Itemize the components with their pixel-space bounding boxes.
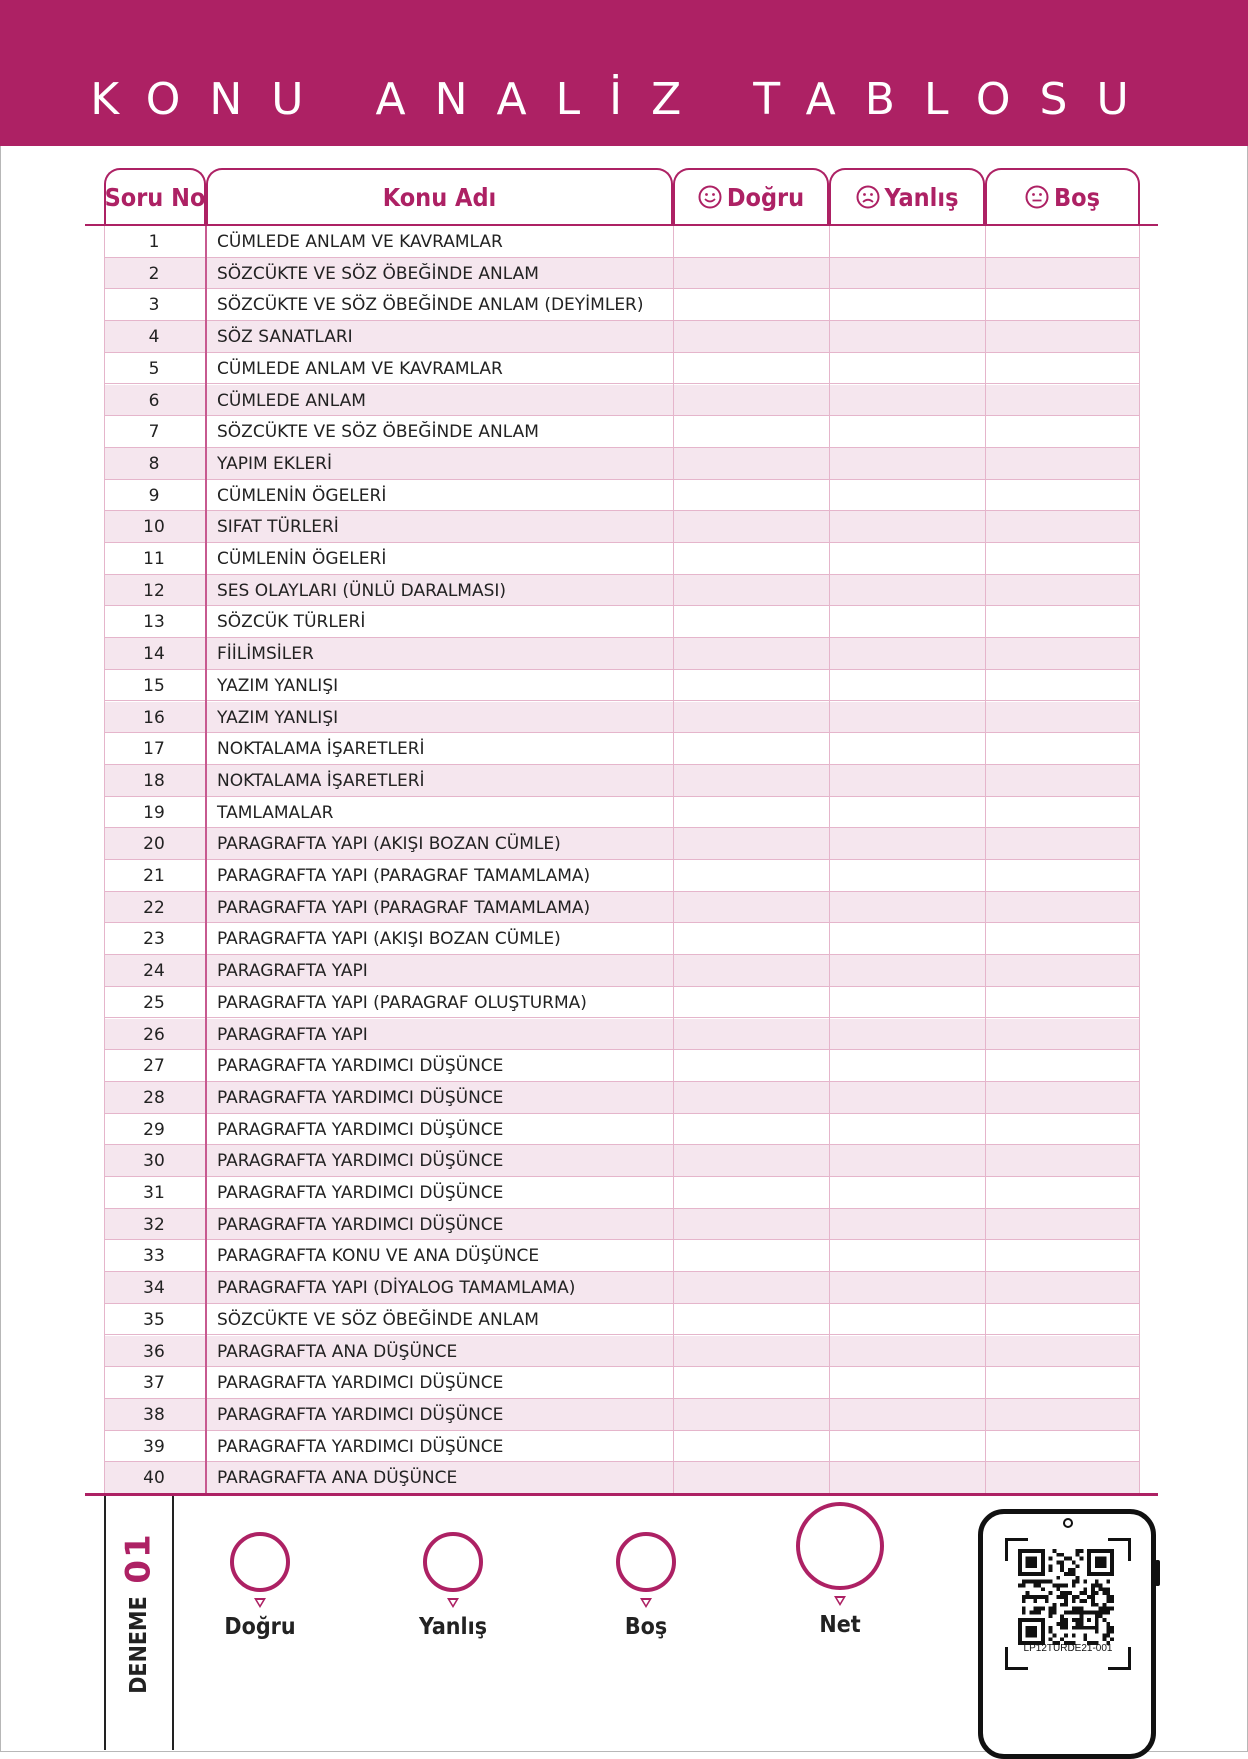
empty-cell[interactable]: [985, 1145, 1140, 1176]
correct-cell[interactable]: [673, 1019, 828, 1050]
question-number: 31: [143, 1183, 165, 1203]
wrong-cell[interactable]: [829, 511, 984, 542]
column-header-topic: [206, 168, 673, 224]
table-bottom-line: [85, 1493, 1158, 1496]
topic-name: NOKTALAMA İŞARETLERİ: [217, 770, 425, 791]
empty-cell[interactable]: [985, 765, 1140, 796]
wrong-cell[interactable]: [829, 1209, 984, 1240]
topic-name: CÜMLEDE ANLAM: [217, 390, 366, 411]
qr-code-text: LP12TURDE21-001: [1023, 1643, 1113, 1654]
empty-cell[interactable]: [985, 892, 1140, 923]
topic-name: SÖZCÜKTE VE SÖZ ÖBEĞİNDE ANLAM: [217, 1309, 539, 1330]
correct-score-circle[interactable]: [230, 1532, 290, 1592]
empty-cell[interactable]: [985, 1367, 1140, 1398]
correct-cell[interactable]: [673, 1114, 828, 1145]
topic-name: SÖZCÜK TÜRLERİ: [217, 612, 366, 633]
wrong-cell[interactable]: [829, 1177, 984, 1208]
correct-cell[interactable]: [673, 1336, 828, 1367]
empty-cell[interactable]: [985, 1019, 1140, 1050]
topic-name: SÖZCÜKTE VE SÖZ ÖBEĞİNDE ANLAM: [217, 263, 539, 284]
correct-cell[interactable]: [673, 258, 828, 289]
correct-score-label: Doğru: [224, 1614, 296, 1640]
wrong-cell[interactable]: [829, 1145, 984, 1176]
correct-cell[interactable]: [673, 955, 828, 986]
empty-cell[interactable]: [985, 1431, 1140, 1462]
wrong-cell[interactable]: [829, 1431, 984, 1462]
question-number: 13: [143, 612, 165, 633]
qr-code-icon[interactable]: [1018, 1549, 1114, 1645]
grid-line: [205, 226, 207, 1494]
topic-name: PARAGRAFTA YARDIMCI DÜŞÜNCE: [217, 1373, 504, 1394]
wrong-cell[interactable]: [829, 828, 984, 859]
correct-cell[interactable]: [673, 765, 828, 796]
wrong-cell[interactable]: [829, 416, 984, 447]
triangle-pointer-icon: [834, 1596, 846, 1606]
empty-cell[interactable]: [985, 733, 1140, 764]
empty-cell[interactable]: [985, 1114, 1140, 1145]
wrong-cell[interactable]: [829, 892, 984, 923]
correct-cell[interactable]: [673, 575, 828, 606]
topic-name: YAZIM YANLIŞI: [217, 707, 339, 728]
topic-name: CÜMLENİN ÖGELERİ: [217, 549, 387, 569]
correct-cell[interactable]: [673, 353, 828, 384]
topic-name: PARAGRAFTA YAPI: [217, 1024, 368, 1045]
empty-cell[interactable]: [985, 606, 1140, 637]
topic-name: YAZIM YANLIŞI: [217, 675, 339, 696]
page-title: KONU ANALİZ TABLOSU: [90, 74, 1158, 125]
correct-cell[interactable]: [673, 733, 828, 764]
grid-line: [673, 226, 674, 1494]
topic-name: PARAGRAFTA YARDIMCI DÜŞÜNCE: [217, 1404, 504, 1425]
question-number: 24: [143, 961, 165, 982]
question-number: 26: [143, 1024, 165, 1045]
empty-cell[interactable]: [985, 448, 1140, 479]
correct-cell[interactable]: [673, 606, 828, 637]
net-score-circle[interactable]: [796, 1502, 884, 1590]
topic-name: PARAGRAFTA YAPI (AKIŞI BOZAN CÜMLE): [217, 834, 561, 855]
phone-side-button: [1155, 1560, 1160, 1586]
question-number: 32: [143, 1214, 165, 1235]
empty-cell[interactable]: [985, 258, 1140, 289]
empty-cell[interactable]: [985, 1082, 1140, 1113]
wrong-cell[interactable]: [829, 289, 984, 320]
correct-cell[interactable]: [673, 1367, 828, 1398]
topic-name: NOKTALAMA İŞARETLERİ: [217, 739, 425, 760]
title-banner: [0, 0, 1248, 146]
wrong-cell[interactable]: [829, 1272, 984, 1303]
smiley-sad-icon: [856, 185, 880, 209]
wrong-cell[interactable]: [829, 606, 984, 637]
correct-cell[interactable]: [673, 1399, 828, 1430]
question-number: 39: [143, 1436, 165, 1457]
topic-name: SÖZCÜKTE VE SÖZ ÖBEĞİNDE ANLAM (DEYİMLER): [217, 295, 644, 316]
question-number: 29: [143, 1119, 165, 1140]
empty-cell[interactable]: [985, 1240, 1140, 1271]
topic-name: PARAGRAFTA YAPI (PARAGRAF TAMAMLAMA): [217, 897, 591, 918]
correct-cell[interactable]: [673, 1462, 828, 1493]
wrong-cell[interactable]: [829, 670, 984, 701]
correct-cell[interactable]: [673, 638, 828, 669]
correct-cell[interactable]: [673, 1177, 828, 1208]
wrong-cell[interactable]: [829, 860, 984, 891]
topic-name: SÖZCÜKTE VE SÖZ ÖBEĞİNDE ANLAM: [217, 422, 539, 443]
empty-cell[interactable]: [985, 797, 1140, 828]
question-number: 35: [143, 1309, 165, 1330]
topic-name: PARAGRAFTA YAPI (DİYALOG TAMAMLAMA): [217, 1278, 576, 1299]
correct-cell[interactable]: [673, 892, 828, 923]
topic-name: FİİLİMSİLER: [217, 644, 314, 665]
question-number: 9: [148, 485, 160, 506]
wrong-cell[interactable]: [829, 1304, 984, 1335]
topic-name: PARAGRAFTA YARDIMCI DÜŞÜNCE: [217, 1436, 504, 1457]
wrong-cell[interactable]: [829, 258, 984, 289]
question-number: 2: [148, 263, 160, 284]
correct-cell[interactable]: [673, 480, 828, 511]
empty-cell[interactable]: [985, 923, 1140, 954]
empty-cell[interactable]: [985, 480, 1140, 511]
correct-cell[interactable]: [673, 543, 828, 574]
wrong-cell[interactable]: [829, 955, 984, 986]
empty-cell[interactable]: [985, 1050, 1140, 1081]
question-number: 33: [143, 1246, 165, 1267]
topic-name: PARAGRAFTA KONU VE ANA DÜŞÜNCE: [217, 1246, 540, 1267]
question-number: 22: [143, 897, 165, 918]
correct-cell[interactable]: [673, 1050, 828, 1081]
question-number: 11: [143, 549, 165, 569]
question-number: 3: [148, 295, 160, 316]
empty-cell[interactable]: [985, 416, 1140, 447]
topic-name: PARAGRAFTA YAPI (PARAGRAF OLUŞTURMA): [217, 992, 587, 1013]
wrong-score-label: Yanlış: [418, 1614, 488, 1640]
correct-cell[interactable]: [673, 511, 828, 542]
empty-cell[interactable]: [985, 670, 1140, 701]
empty-cell[interactable]: [985, 226, 1140, 257]
question-number: 5: [148, 358, 160, 379]
empty-score: [596, 1532, 696, 1640]
wrong-cell[interactable]: [829, 480, 984, 511]
triangle-pointer-icon: [254, 1598, 266, 1608]
topic-name: TAMLAMALAR: [217, 802, 334, 823]
column-header-question-no: [104, 168, 206, 224]
wrong-cell[interactable]: [829, 1114, 984, 1145]
question-number: 14: [143, 644, 165, 665]
empty-cell[interactable]: [985, 289, 1140, 320]
empty-cell[interactable]: [985, 987, 1140, 1018]
column-header-empty-label: Boş: [1054, 182, 1100, 212]
empty-cell[interactable]: [985, 1177, 1140, 1208]
net-score: [788, 1502, 892, 1638]
column-header-wrong: [829, 168, 985, 224]
wrong-cell[interactable]: [829, 321, 984, 352]
wrong-cell[interactable]: [829, 1019, 984, 1050]
question-number: 20: [143, 834, 165, 855]
column-header-correct-label: Doğru: [726, 182, 805, 212]
correct-cell[interactable]: [673, 828, 828, 859]
smiley-neutral-icon: [1025, 185, 1049, 209]
empty-score-label: Boş: [624, 1614, 668, 1640]
triangle-pointer-icon: [640, 1598, 652, 1608]
correct-cell[interactable]: [673, 860, 828, 891]
correct-cell[interactable]: [673, 321, 828, 352]
question-number: 7: [148, 422, 160, 443]
wrong-cell[interactable]: [829, 1082, 984, 1113]
column-header-correct: [673, 168, 829, 224]
wrong-cell[interactable]: [829, 1399, 984, 1430]
topic-name: PARAGRAFTA YAPI (PARAGRAF TAMAMLAMA): [217, 866, 591, 886]
empty-cell[interactable]: [985, 638, 1140, 669]
question-number: 10: [143, 517, 165, 538]
wrong-cell[interactable]: [829, 797, 984, 828]
topic-name: PARAGRAFTA YARDIMCI DÜŞÜNCE: [217, 1056, 504, 1077]
empty-cell[interactable]: [985, 1304, 1140, 1335]
wrong-cell[interactable]: [829, 923, 984, 954]
correct-cell[interactable]: [673, 385, 828, 416]
exam-label: DENEME: [126, 1596, 153, 1694]
wrong-cell[interactable]: [829, 1240, 984, 1271]
camera-icon: [1063, 1518, 1073, 1528]
correct-cell[interactable]: [673, 448, 828, 479]
empty-cell[interactable]: [985, 1209, 1140, 1240]
wrong-cell[interactable]: [829, 1050, 984, 1081]
empty-cell[interactable]: [985, 828, 1140, 859]
question-number: 30: [143, 1151, 165, 1172]
correct-cell[interactable]: [673, 1082, 828, 1113]
question-number: 4: [148, 327, 160, 348]
topic-name: PARAGRAFTA YARDIMCI DÜŞÜNCE: [217, 1119, 504, 1140]
topic-name: CÜMLENİN ÖGELERİ: [217, 485, 387, 506]
correct-cell[interactable]: [673, 1240, 828, 1271]
empty-cell[interactable]: [985, 860, 1140, 891]
column-header-topic-label: Konu Adı: [382, 182, 497, 212]
correct-cell[interactable]: [673, 1272, 828, 1303]
question-number: 16: [143, 707, 165, 728]
wrong-cell[interactable]: [829, 1367, 984, 1398]
question-number: 25: [143, 992, 165, 1013]
question-number: 8: [148, 453, 160, 474]
topic-name: PARAGRAFTA YAPI (AKIŞI BOZAN CÜMLE): [217, 929, 561, 950]
question-number: 15: [143, 675, 165, 696]
wrong-cell[interactable]: [829, 543, 984, 574]
wrong-cell[interactable]: [829, 638, 984, 669]
net-score-label: Net: [819, 1612, 861, 1638]
smiley-happy-icon: [698, 185, 722, 209]
empty-cell[interactable]: [985, 955, 1140, 986]
empty-cell[interactable]: [985, 511, 1140, 542]
topic-name: YAPIM EKLERİ: [217, 453, 332, 474]
topic-name: SES OLAYLARI (ÜNLÜ DARALMASI): [217, 580, 507, 601]
wrong-cell[interactable]: [829, 702, 984, 733]
correct-cell[interactable]: [673, 702, 828, 733]
wrong-cell[interactable]: [829, 575, 984, 606]
empty-cell[interactable]: [985, 702, 1140, 733]
grid-line: [1139, 226, 1140, 1494]
empty-cell[interactable]: [985, 1462, 1140, 1493]
column-header-wrong-label: Yanlış: [884, 182, 959, 212]
question-number: 27: [143, 1056, 165, 1077]
question-number: 38: [143, 1404, 165, 1425]
correct-cell[interactable]: [673, 1209, 828, 1240]
question-number: 12: [143, 580, 165, 601]
topic-name: PARAGRAFTA YAPI: [217, 961, 368, 982]
empty-cell[interactable]: [985, 385, 1140, 416]
triangle-pointer-icon: [447, 1598, 459, 1608]
wrong-cell[interactable]: [829, 226, 984, 257]
question-number: 21: [143, 866, 165, 886]
wrong-score-circle[interactable]: [423, 1532, 483, 1592]
empty-cell[interactable]: [985, 543, 1140, 574]
grid-line: [829, 226, 830, 1494]
wrong-cell[interactable]: [829, 765, 984, 796]
wrong-cell[interactable]: [829, 987, 984, 1018]
wrong-cell[interactable]: [829, 733, 984, 764]
topic-name: CÜMLEDE ANLAM VE KAVRAMLAR: [217, 232, 503, 252]
topic-name: SÖZ SANATLARI: [217, 327, 353, 348]
wrong-cell[interactable]: [829, 1462, 984, 1493]
correct-cell[interactable]: [673, 923, 828, 954]
column-header-empty: [985, 168, 1140, 224]
question-number: 36: [143, 1341, 165, 1362]
topic-name: PARAGRAFTA YARDIMCI DÜŞÜNCE: [217, 1087, 504, 1108]
empty-cell[interactable]: [985, 1272, 1140, 1303]
empty-cell[interactable]: [985, 353, 1140, 384]
correct-cell[interactable]: [673, 797, 828, 828]
topic-name: SIFAT TÜRLERİ: [217, 517, 339, 538]
correct-cell[interactable]: [673, 1304, 828, 1335]
correct-cell[interactable]: [673, 1431, 828, 1462]
wrong-score: [403, 1532, 503, 1640]
question-number: 1: [148, 232, 160, 252]
correct-cell[interactable]: [673, 987, 828, 1018]
question-number: 18: [143, 770, 165, 791]
topic-name: PARAGRAFTA YARDIMCI DÜŞÜNCE: [217, 1183, 504, 1203]
question-number: 34: [143, 1278, 165, 1299]
exam-number: 01: [118, 1532, 159, 1584]
question-number: 37: [143, 1373, 165, 1394]
empty-score-circle[interactable]: [616, 1532, 676, 1592]
question-number: 28: [143, 1087, 165, 1108]
empty-cell[interactable]: [985, 1336, 1140, 1367]
correct-score: [210, 1532, 310, 1640]
correct-cell[interactable]: [673, 226, 828, 257]
wrong-cell[interactable]: [829, 353, 984, 384]
topic-name: PARAGRAFTA YARDIMCI DÜŞÜNCE: [217, 1151, 504, 1172]
column-header-question-no-label: Soru No: [104, 182, 206, 212]
grid-line: [985, 226, 986, 1494]
question-number: 23: [143, 929, 165, 950]
wrong-cell[interactable]: [829, 448, 984, 479]
correct-cell[interactable]: [673, 416, 828, 447]
correct-cell[interactable]: [673, 289, 828, 320]
topic-name: PARAGRAFTA YARDIMCI DÜŞÜNCE: [217, 1214, 504, 1235]
topic-name: CÜMLEDE ANLAM VE KAVRAMLAR: [217, 358, 503, 379]
question-number: 6: [148, 390, 160, 411]
question-number: 19: [143, 802, 165, 823]
empty-cell[interactable]: [985, 321, 1140, 352]
wrong-cell[interactable]: [829, 1336, 984, 1367]
correct-cell[interactable]: [673, 670, 828, 701]
question-number: 17: [143, 739, 165, 760]
topic-name: PARAGRAFTA ANA DÜŞÜNCE: [217, 1341, 458, 1362]
empty-cell[interactable]: [985, 1399, 1140, 1430]
correct-cell[interactable]: [673, 1145, 828, 1176]
wrong-cell[interactable]: [829, 385, 984, 416]
topic-name: PARAGRAFTA ANA DÜŞÜNCE: [217, 1468, 458, 1489]
empty-cell[interactable]: [985, 575, 1140, 606]
question-number: 40: [143, 1468, 165, 1489]
grid-line: [104, 226, 105, 1494]
